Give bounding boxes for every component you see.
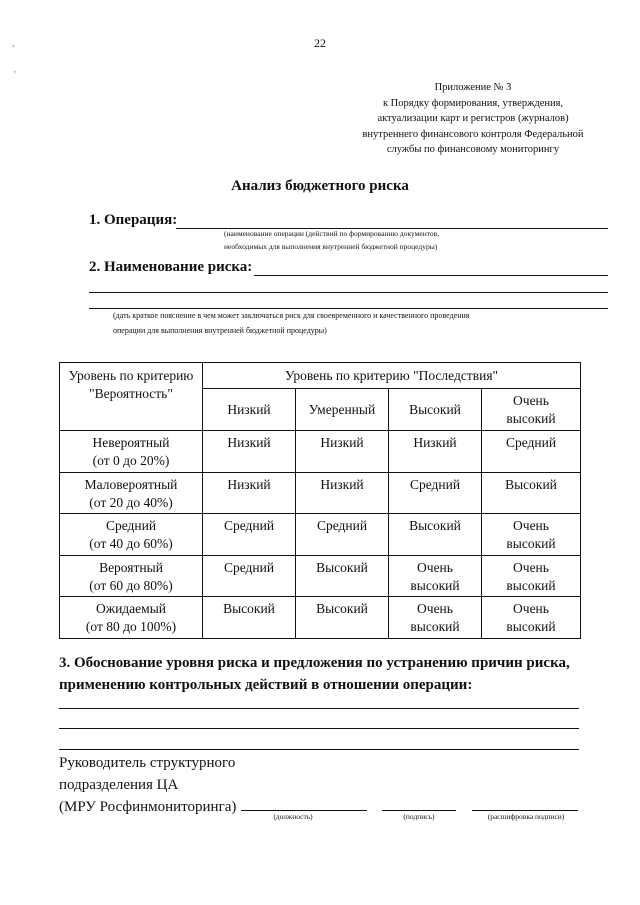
signature-text: (МРУ Росфинмониторинга)	[59, 799, 237, 815]
column-header: Низкий	[203, 389, 296, 431]
section3-fill-line[interactable]	[59, 728, 579, 729]
section1-hint: необходимых для выполнения внутренней бюджетной процедуры)	[224, 242, 438, 251]
risk-matrix-table	[59, 362, 581, 639]
signature-text: подразделения ЦА	[59, 777, 179, 793]
risk-cell: Очень высокий	[389, 597, 482, 639]
section3-line: применению контрольных действий в отношении операции:	[59, 677, 473, 693]
section3-line: 3. Обоснование уровня риска и предложения по устранению причин риска,	[59, 655, 570, 671]
risk-cell: Высокий	[296, 556, 389, 597]
section3-fill-line[interactable]	[59, 749, 579, 750]
column-header: Очень высокий	[482, 389, 581, 431]
appendix-line: внутреннего финансового контроля Федеральной	[362, 128, 584, 140]
risk-cell: Средний	[203, 556, 296, 597]
section2-hint: операции для выполнения внутренней бюджетной процедуры)	[113, 326, 327, 335]
risk-cell: Высокий	[203, 597, 296, 639]
row-header: Средний (от 40 до 60%)	[60, 514, 203, 556]
risk-cell: Низкий	[203, 431, 296, 473]
margin-mark: ,	[12, 38, 15, 49]
probability-header	[60, 363, 203, 431]
risk-cell: Высокий	[482, 473, 581, 514]
name-caption: (расшифровка подписи)	[487, 812, 565, 821]
section1-label: 1. Операция:	[89, 212, 178, 228]
signature-line[interactable]	[382, 810, 456, 811]
row-header: Вероятный (от 60 до 80%)	[60, 556, 203, 597]
row-header: Невероятный (от 0 до 20%)	[60, 431, 203, 473]
signature-block	[59, 752, 236, 818]
column-header: Высокий	[389, 389, 482, 431]
consequences-header: Уровень по критерию "Последствия"	[203, 363, 581, 389]
risk-cell: Очень высокий	[482, 597, 581, 639]
risk-cell: Низкий	[296, 473, 389, 514]
appendix-line: актуализации карт и регистров (журналов)	[377, 113, 569, 124]
risk-cell: Очень высокий	[482, 514, 581, 556]
section2-fill-line[interactable]	[254, 275, 608, 276]
table-row	[60, 514, 581, 556]
risk-cell: Низкий	[389, 431, 482, 473]
appendix-line: службы по финансовому мониторингу	[386, 144, 560, 155]
appendix-line: к Порядку формирования, утверждения,	[382, 97, 564, 109]
position-line[interactable]	[241, 810, 367, 811]
table-row	[60, 431, 581, 473]
row-header: Ожидаемый (от 80 до 100%)	[60, 597, 203, 639]
section2-label: 2. Наименование риска:	[89, 259, 253, 275]
risk-cell: Очень высокий	[389, 556, 482, 597]
header-text: "Вероятность"	[89, 386, 173, 401]
row-header: Маловероятный (от 20 до 40%)	[60, 473, 203, 514]
margin-mark: '	[14, 70, 16, 81]
document-title: Анализ бюджетного риска	[231, 178, 409, 194]
risk-cell: Низкий	[296, 431, 389, 473]
section3-heading	[59, 652, 599, 696]
risk-cell: Средний	[482, 431, 581, 473]
risk-cell: Средний	[203, 514, 296, 556]
risk-cell: Средний	[389, 473, 482, 514]
table-row	[60, 556, 581, 597]
signature-caption: (подпись)	[403, 812, 435, 821]
page-number: 22	[314, 36, 326, 50]
section2-hint: (дать краткое пояснение в чем может заключаться риск для своевременного и качественного проведения	[113, 311, 470, 320]
risk-cell: Низкий	[203, 473, 296, 514]
column-header: Умеренный	[296, 389, 389, 431]
appendix-line: Приложение № 3	[434, 82, 512, 93]
risk-cell: Высокий	[296, 597, 389, 639]
section1-hint: (наименование операции (действий по формированию документов,	[224, 229, 440, 238]
risk-cell: Очень высокий	[482, 556, 581, 597]
name-line[interactable]	[472, 810, 578, 811]
position-caption: (должность)	[273, 812, 313, 821]
table-row	[60, 473, 581, 514]
risk-cell: Высокий	[389, 514, 482, 556]
signature-text: Руководитель структурного	[59, 755, 236, 771]
header-text: Уровень по критерию	[68, 368, 194, 383]
appendix-block	[340, 80, 606, 158]
risk-cell: Средний	[296, 514, 389, 556]
table-row	[60, 597, 581, 639]
section2-fill-line[interactable]	[89, 292, 608, 293]
section3-fill-line[interactable]	[59, 708, 579, 709]
